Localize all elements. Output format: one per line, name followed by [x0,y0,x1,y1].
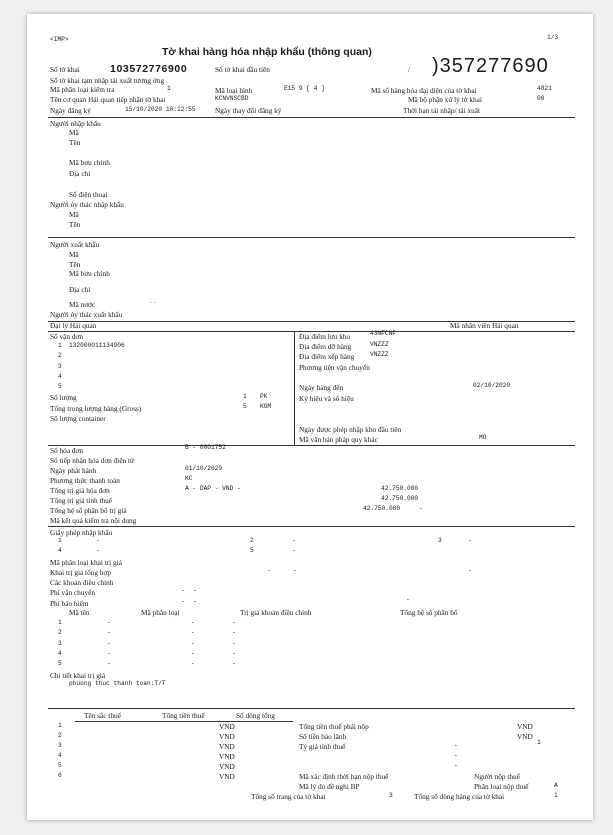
giay-phep-number: 1 [58,537,62,544]
tong-trong-luong-label: Tổng trọng lượng hàng (Gross) [50,404,142,413]
thue-row-number: 4 [58,752,62,759]
giay-phep-number: 2 [250,537,254,544]
dash: - [468,567,472,574]
phuong-tien-label: Phương tiện vận chuyển [299,363,370,372]
so-hoa-don-value: B - 0001752 [185,444,226,451]
tong-so-dong-hang-value: 1 [554,792,558,799]
dieu-chinh-row-number: 3 [58,640,62,647]
nguoi-xuat-khau-label: Người xuất khẩu [50,240,100,249]
ten-co-quan-value: KCNVNSCBD [215,95,249,102]
ky-hieu-label: Ký hiệu và số hiệu [299,394,354,403]
divider [48,526,575,527]
so-luong-label: Số lượng [50,393,77,402]
so-tien-bao-lanh-label: Số tiền bảo lãnh [299,732,347,741]
thue-row-number: 1 [58,722,62,729]
dash: - [191,619,195,626]
tong-he-so-label: Tổng hệ số phân bổ trị giá [50,506,127,515]
slash-separator: / [408,65,411,74]
dash: - [191,650,195,657]
dash: - [191,640,195,647]
ty-gia-value: 1 [537,739,541,746]
giay-phep-value: - [292,547,296,554]
dieu-chinh-row-number: 5 [58,660,62,667]
dash: - [191,660,195,667]
nxk-ma-buu-chinh-label: Mã bưu chính [69,269,110,278]
tong-trong-luong-unit: KGM [260,403,272,410]
nnk-ten-label: Tên [69,138,81,147]
dash: - [232,640,236,647]
dia-diem-luu-kho-label: Địa điểm lưu kho [299,332,351,341]
giay-phep-number: 5 [250,547,254,554]
nnk-ma-label: Mã [69,128,79,137]
column-divider [294,331,295,445]
nut-nk-ten-label: Tên [69,220,81,229]
tong-tri-gia-hd-code: A - DAP - VND - [185,485,241,492]
phuong-thuc-label: Phương thức thanh toán [50,476,120,485]
dieu-chinh-row-number: 4 [58,650,62,657]
dia-diem-do-hang-label: Địa điểm dỡ hàng [299,342,352,351]
dash: - [193,598,197,605]
so-luong-unit: PK [260,393,268,400]
giay-phep-label: Giấy phép nhập khẩu [50,528,113,537]
divider [48,445,575,446]
divider [48,237,575,238]
ma-loai-hinh-value: E15 9 [ 4 ] [284,85,325,92]
imp-tag: <IMP> [50,36,69,43]
van-don-row-number: 2 [58,352,62,359]
ngay-nhap-kho-label: Ngày được phép nhập kho đầu tiên [299,425,402,434]
dash: - [232,619,236,626]
nxk-ma-nuoc-label: Mã nước [69,300,96,309]
nxk-dia-chi-label: Địa chỉ [69,285,91,294]
dia-diem-xep-hang-value: VNZZZ [370,351,389,358]
ma-so-hang-hoa-value: 4821 [537,85,552,92]
dash: - [232,650,236,657]
tong-so-trang-value: 3 [389,792,393,799]
so-luong-container-label: Số lượng container [50,414,106,423]
nxk-ma-nuoc-value: -- [149,299,157,306]
thue-row-number: 3 [58,742,62,749]
tong-he-so-dash: - [419,505,423,512]
col-ten-sac-thue: Tên sắc thuế [84,711,121,720]
ngay-phat-hanh-label: Ngày phát hành [50,466,97,475]
phuong-thuc-value: KC [185,475,193,482]
nnk-ma-buu-chinh-label: Mã bưu chính [69,158,110,167]
cac-khoan-dieu-chinh-label: Các khoản điều chỉnh [50,578,114,587]
dash: - [181,598,185,605]
so-van-don-label: Số vận đơn [50,332,84,341]
col-tri-gia-dieu-chinh: Trị giá khoản điều chỉnh [240,608,312,617]
thue-row-number: 2 [58,732,62,739]
currency: VND [219,732,235,741]
so-luong-value: 1 [243,393,247,400]
van-don-row-value: 132000011134906 [69,342,125,349]
dash: - [193,587,197,594]
nut-nk-ma-label: Mã [69,210,79,219]
giay-phep-value: - [96,547,100,554]
col-tong-he-so: Tổng hệ số phân bổ [400,608,458,617]
dash: - [406,596,410,603]
dash: - [107,619,111,626]
dash: - [107,650,111,657]
currency: VND [219,752,235,761]
dash: - [232,629,236,636]
col-tong-tien-thue: Tổng tiền thuế [162,711,205,720]
dia-diem-luu-kho-value: 43NFCNF [370,330,396,337]
van-don-row-number: 3 [58,363,62,370]
dash: - [293,567,297,574]
tong-tri-gia-hd-value: 42.750.000 [381,485,419,492]
nnk-so-dien-thoai-label: Số điện thoại [69,190,108,199]
page-number: 1/3 [547,34,559,41]
dash: - [454,752,458,759]
giay-phep-value: - [96,537,100,544]
tong-tri-gia-tt-value: 42.750.000 [381,495,419,502]
dash: - [107,629,111,636]
big-declaration-number: )357277690 [432,55,549,77]
currency: VND [219,762,235,771]
col-so-dong-tong: Số dòng tổng [236,711,275,720]
dash: - [191,629,195,636]
chi-tiet-khai-tri-gia-value: phuong thuc thanh toan:T/T [69,680,166,687]
dia-diem-xep-hang-label: Địa điểm xếp hàng [299,352,355,361]
dash: - [107,640,111,647]
ma-so-hang-hoa-label: Mã số hàng hóa đại diện của tờ khai [371,86,477,95]
ma-xac-dinh-label: Mã xác định thời hạn nộp thuế [299,772,389,781]
ty-gia-tinh-thue-label: Tỷ giá tính thuế [299,742,346,751]
giay-phep-number: 4 [58,547,62,554]
thoi-han-label: Thời hạn tái nhập/ tái xuất [403,106,481,115]
so-to-khai-tntx-label: Số tờ khai tạm nhập tái xuất tương ứng [50,76,165,85]
ma-van-ban-label: Mã văn bản pháp quy khác [299,435,378,444]
tong-so-dong-hang-label: Tổng số dòng hàng của tờ khai [414,792,505,801]
divider [48,708,575,709]
van-don-row-number: 4 [58,373,62,380]
ma-nhan-vien-label: Mã nhân viên Hải quan [450,321,519,330]
giay-phep-number: 3 [438,537,442,544]
ma-ket-qua-label: Mã kết quả kiểm tra nội dung [50,516,137,525]
tax-header-underline [75,721,293,722]
nguoi-nop-thue-label: Người nộp thuế [474,772,520,781]
dai-ly-hai-quan-label: Đại lý Hải quan [50,321,97,330]
dash: - [454,762,458,769]
nguoi-nhap-khau-label: Người nhập khẩu [50,119,101,128]
dash: - [267,567,271,574]
so-hoa-don-label: Số hóa đơn [50,446,84,455]
ma-pl-khai-tri-gia-label: Mã phân loại khai trị giá [50,558,122,567]
ngay-thay-doi-label: Ngày thay đổi đăng ký [215,106,282,115]
nxk-ma-label: Mã [69,250,79,259]
ten-co-quan-label: Tên cơ quan Hải quan tiếp nhận tờ khai [50,95,166,104]
nguoi-uy-thac-xk-label: Người ủy thác xuất khẩu [50,310,123,319]
khai-tri-gia-tong-hop-label: Khai trị giá tổng hợp [50,568,112,577]
dia-diem-do-hang-value: VNZZZ [370,341,389,348]
ma-ly-do-label: Mã lý do đề nghị BP [299,782,360,791]
currency: VND [517,722,533,731]
currency: VND [219,772,235,781]
nnk-dia-chi-label: Địa chỉ [69,169,91,178]
nguoi-uy-thac-nk-label: Người ủy thác nhập khẩu [50,200,124,209]
ma-phan-loai-kiem-tra-value: 1 [167,85,171,92]
giay-phep-value: - [292,537,296,544]
phan-loai-nop-thue-label: Phân loại nộp thuế [474,782,529,791]
ngay-hang-den-value: 02/10/2020 [473,382,511,389]
ngay-dang-ky-value: 15/10/2020 10:12:55 [125,106,196,113]
tong-so-trang-label: Tổng số trang của tờ khai [251,792,326,801]
ngay-dang-ky-label: Ngày đăng ký [50,106,91,115]
divider [48,117,575,118]
van-don-row-number: 1 [58,342,62,349]
col-ma-phan-loai: Mã phân loại [141,608,180,617]
currency: VND [517,732,533,741]
col-ma-ten: Mã tên [69,608,90,617]
so-to-khai-dau-tien-label: Số tờ khai đầu tiên [215,65,270,74]
dash: - [181,587,185,594]
phi-bao-hiem-label: Phí bảo hiểm [50,599,89,608]
ngay-hang-den-label: Ngày hàng đến [299,383,344,392]
thue-row-number: 5 [58,762,62,769]
tong-tri-gia-tt-label: Tổng trị giá tính thuế [50,496,113,505]
ma-van-ban-value: MO [479,434,487,441]
phan-loai-nop-thue-value: A [554,782,558,789]
dieu-chinh-row-number: 2 [58,629,62,636]
so-tiep-nhan-label: Số tiếp nhận hóa đơn điện tử [50,456,135,465]
ngay-phat-hanh-value: 01/10/2020 [185,465,223,472]
tong-he-so-value: 42.750.000 [363,505,401,512]
so-to-khai-label: Số tờ khai [50,65,80,74]
ma-loai-hinh-label: Mã loại hình [215,86,253,95]
ma-bo-phan-value: 00 [537,95,545,102]
dash: - [232,660,236,667]
currency: VND [219,722,235,731]
dash: - [107,660,111,667]
dash: - [454,742,458,749]
so-to-khai-value: 103572776900 [110,63,188,75]
thue-row-number: 6 [58,772,62,779]
tong-trong-luong-value: 5 [243,403,247,410]
ma-bo-phan-label: Mã bộ phận xử lý tờ khai [408,95,482,104]
ma-phan-loai-kiem-tra-label: Mã phân loại kiểm tra [50,85,115,94]
currency: VND [219,742,235,751]
giay-phep-value: - [468,537,472,544]
dieu-chinh-row-number: 1 [58,619,62,626]
declaration-page [27,14,593,820]
page-title: Tờ khai hàng hóa nhập khẩu (thông quan) [162,46,372,58]
tong-thue-phai-nop-label: Tổng tiền thuế phải nộp [299,722,369,731]
phi-van-chuyen-label: Phí vận chuyển [50,588,95,597]
tong-tri-gia-hd-label: Tổng trị giá hóa đơn [50,486,110,495]
chi-tiet-khai-tri-gia-label: Chi tiết khai trị giá [50,671,106,680]
van-don-row-number: 5 [58,383,62,390]
nxk-ten-label: Tên [69,260,81,269]
